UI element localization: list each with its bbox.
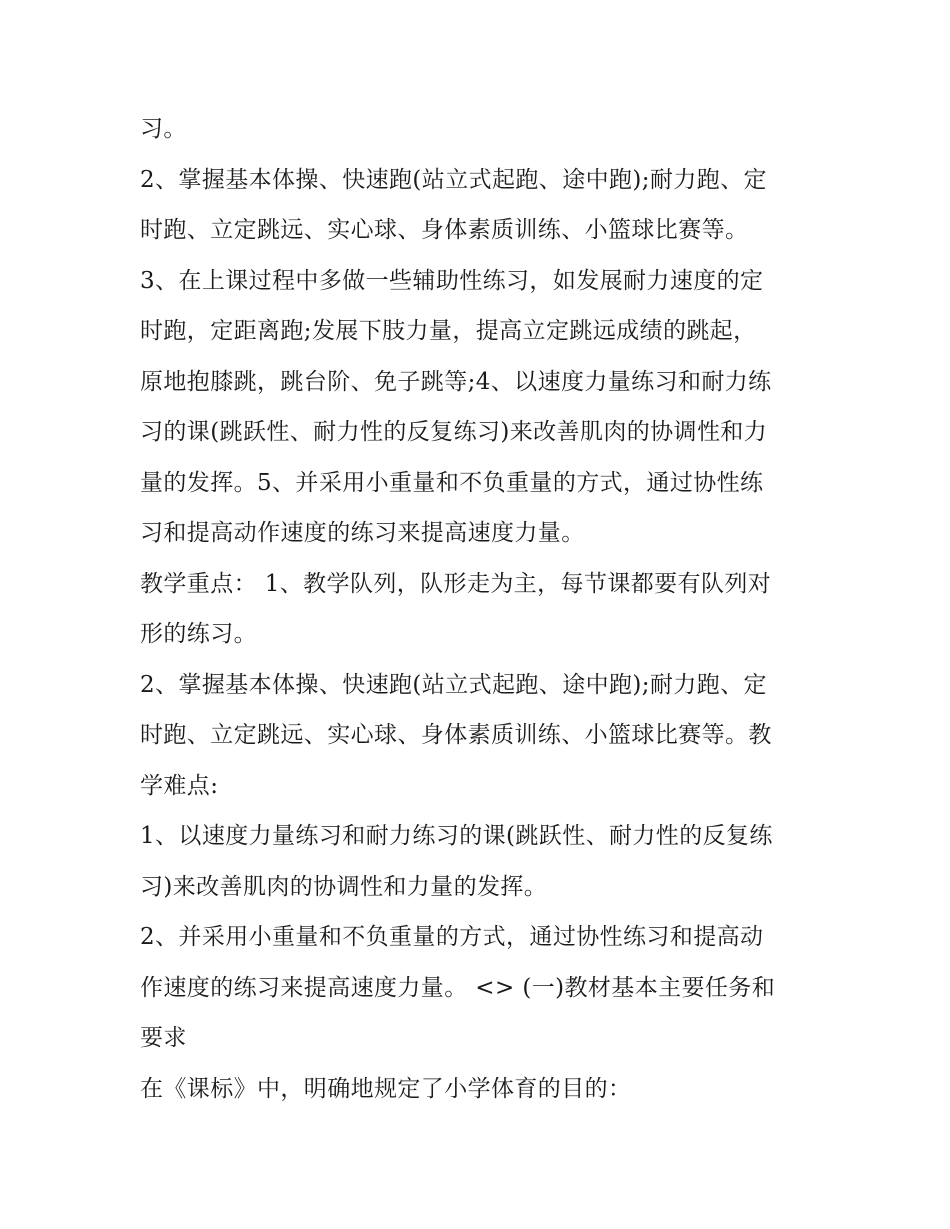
- text-line-19: 要求: [140, 1025, 187, 1051]
- text-line-20: 在《课标》中，明确地规定了小学体育的目的：: [140, 1075, 632, 1102]
- text-line-4: 3、在上课过程中多做一些辅助性练习，如发展耐力速度的定: [140, 267, 764, 294]
- text-line-15: 1、以速度力量练习和耐力练习的课(跳跃性、耐力性的反复练: [140, 823, 773, 849]
- text-line-13: 时跑、立定跳远、实心球、身体素质训练、小篮球比赛等。教: [140, 722, 772, 748]
- text-line-5: 时跑，定距离跑;发展下肢力量，提高立定跳远成绩的跳起，: [140, 318, 757, 344]
- text-line-12: 2、掌握基本体操、快速跑(站立式起跑、途中跑);耐力跑、定: [140, 671, 767, 698]
- text-line-7: 习的课(跳跃性、耐力性的反复练习)来改善肌肉的协调性和力: [140, 419, 768, 445]
- text-line-8: 量的发挥。5、并采用小重量和不负重量的方式，通过协性练: [140, 469, 764, 496]
- document-body: [140, 104, 820, 1114]
- text-line-10: 教学重点： 1、教学队列，队形走为主，每节课都要有队列对: [140, 570, 772, 597]
- text-line-11: 形的练习。: [140, 621, 257, 647]
- text-line-9: 习和提高动作速度的练习来提高速度力量。: [140, 520, 585, 546]
- text-line-6: 原地抱膝跳，跳台阶、免子跳等;4、以速度力量练习和耐力练: [140, 368, 772, 395]
- text-line-14: 学难点:: [140, 772, 219, 799]
- text-line-16: 习)来改善肌肉的协调性和力量的发挥。: [140, 873, 548, 900]
- text-line-18: 作速度的练习来提高速度力量。 <> (一)教材基本主要任务和: [140, 974, 776, 1001]
- text-line-3: 时跑、立定跳远、实心球、身体素质训练、小篮球比赛等。: [140, 217, 749, 243]
- text-line-17: 2、并采用小重量和不负重量的方式，通过协性练习和提高动: [140, 924, 764, 950]
- text-line-2: 2、掌握基本体操、快速跑(站立式起跑、途中跑);耐力跑、定: [140, 166, 767, 193]
- text-line-1: 习。: [140, 116, 187, 142]
